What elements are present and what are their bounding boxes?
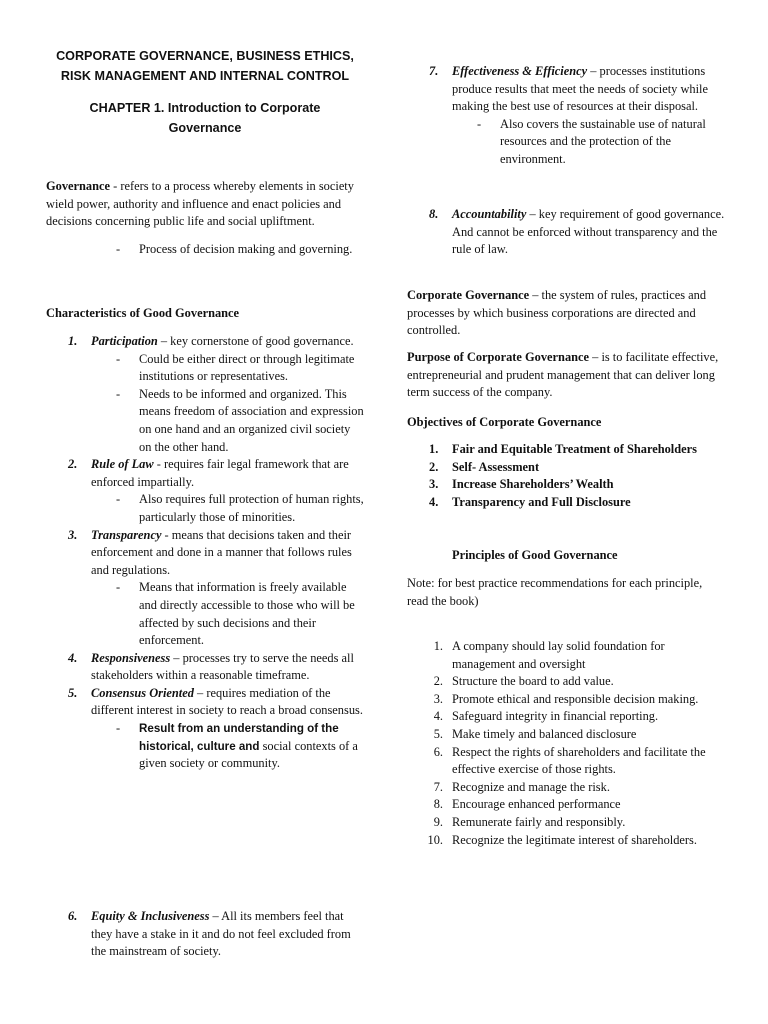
list-item: 2. Self- Assessment	[429, 459, 540, 474]
principles-list	[407, 638, 725, 849]
list-item: 3. Increase Shareholders’ Wealth	[429, 477, 614, 492]
list-item: 1. A company should lay solid foundation for management and oversight	[433, 639, 665, 671]
list-item: 6. Respect the rights of shareholders and facilitate the effective exercise of those rights.	[433, 744, 706, 777]
list-item: 4. Responsiveness – processes try to serve the needs all stakeholders within a reasonable timeframe.	[68, 650, 354, 683]
list-item: 8. Encourage enhanced performance	[433, 797, 621, 812]
purpose-definition: Purpose of Corporate Governance – is to facilitate effective, entrepreneurial and prudent management that can deliver long term success of the company.	[407, 350, 719, 400]
list-item: 5. Make timely and balanced disclosure	[433, 726, 637, 741]
title-line-1: CORPORATE GOVERNANCE, BUSINESS ETHICS,	[56, 49, 354, 63]
list-item: 5. Consensus Oriented – requires mediation of the different interest in society to reach a broad consensus.	[68, 685, 363, 718]
objectives-heading: Objectives of Corporate Governance	[407, 415, 602, 429]
principles-note: Note: for best practice recommendations for each principle, read the book)	[407, 576, 703, 608]
objectives-list	[407, 441, 725, 511]
list-item: 10. Recognize the legitimate interest of shareholders.	[427, 832, 697, 847]
characteristics-list-right	[407, 63, 725, 169]
bullet-item: - Could be either direct or through legitimate institutions or representatives.	[116, 351, 355, 384]
list-item: 2. Structure the board to add value.	[433, 674, 614, 689]
document-title	[46, 46, 364, 86]
characteristics-list-continued	[46, 908, 364, 961]
characteristics-list-right-2	[407, 206, 725, 259]
chapter-line-2: Governance	[168, 121, 242, 135]
dash: -	[116, 241, 121, 256]
list-item: 2. Rule of Law - requires fair legal framework that are enforced impartially.	[68, 457, 349, 489]
chapter-title	[46, 98, 364, 138]
corporate-governance-definition: Corporate Governance – the system of rules, practices and processes by which business corporations are directed and controlled.	[407, 288, 707, 338]
list-item: 1. Fair and Equitable Treatment of Shareholders	[429, 442, 697, 456]
governance-definition	[46, 178, 364, 258]
bullet-item: - Also covers the sustainable use of natural resources and the protection of the environment.	[477, 116, 706, 166]
bullet-item: - Needs to be informed and organized. This means freedom of association and expression on one hand and an organized civil society on the other hand.	[116, 386, 364, 454]
list-item: 8. Accountability – key requirement of good governance. And cannot be enforced without transparency and the rule of law.	[429, 207, 725, 257]
list-item: 7. Recognize and manage the risk.	[433, 779, 610, 794]
list-item: 4. Safeguard integrity in financial reporting.	[433, 709, 659, 724]
list-item: 6. Equity & Inclusiveness – All its members feel that they have a stake in it and do not feel excluded from the mainstream of society.	[68, 909, 351, 959]
list-item: 4. Transparency and Full Disclosure	[429, 494, 631, 509]
list-item: 3. Promote ethical and responsible decision making.	[433, 691, 699, 706]
bullet-item: - Means that information is freely available and directly accessible to those who will be affected by such decisions and their enforcement.	[116, 580, 355, 648]
list-item: 9. Remunerate fairly and responsibly.	[433, 814, 626, 829]
governance-bullet: - Process of decision making and governing.	[46, 241, 364, 259]
list-item: 3. Transparency - means that decisions taken and their enforcement and done in a manner that follows rules and regulations.	[68, 527, 352, 577]
characteristics-heading: Characteristics of Good Governance	[46, 306, 240, 320]
title-line-2: RISK MANAGEMENT AND INTERNAL CONTROL	[60, 69, 350, 83]
list-item: 1. Participation – key cornerstone of good governance.	[68, 334, 354, 348]
principles-heading: Principles of Good Governance	[452, 548, 618, 562]
list-item: 7. Effectiveness & Efficiency – processes institutions produce results that meet the needs of society while making the best use of resources at their disposal.	[429, 64, 708, 114]
chapter-line-1: CHAPTER 1. Introduction to Corporate	[89, 101, 321, 115]
governance-text: - refers to a process whereby elements in society wield power, authority and influence and enact policies and decisions concerning public life and social upliftment.	[46, 179, 354, 229]
bullet-item: - Result from an understanding of the historical, culture and social contexts of a given society or community.	[116, 721, 358, 771]
characteristics-list	[46, 333, 364, 773]
governance-term: Governance	[46, 179, 111, 193]
bullet-item: - Also requires full protection of human rights, particularly those of minorities.	[116, 492, 364, 524]
